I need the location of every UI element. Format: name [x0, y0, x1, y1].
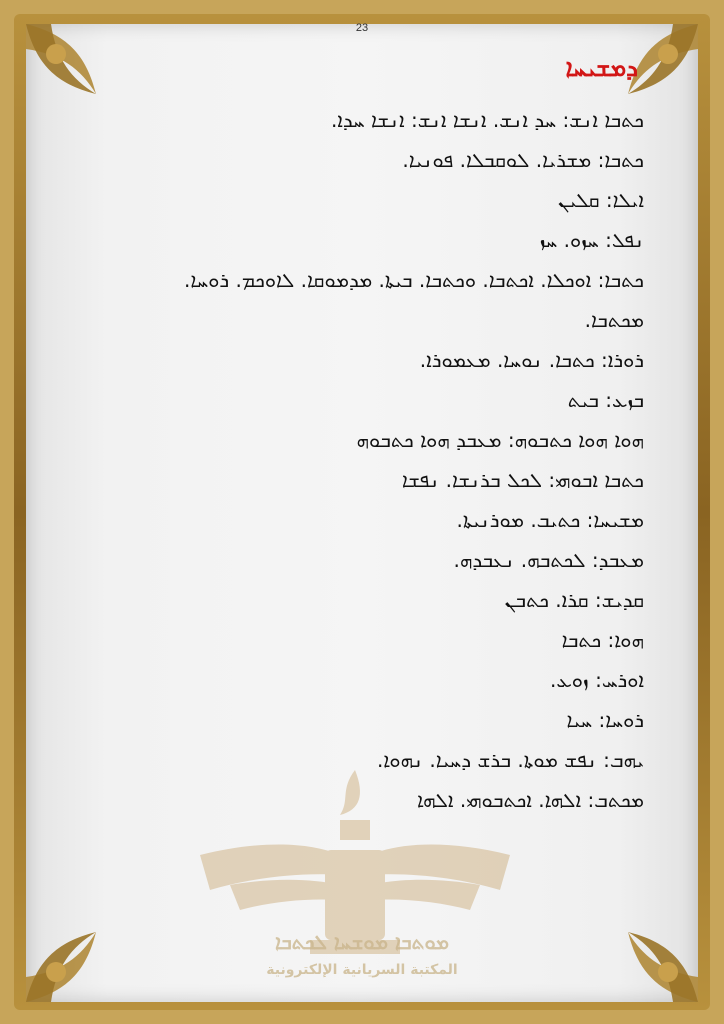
page-number: 23 — [355, 22, 369, 34]
text-line: ܟܬܒܐ ܐܒܘܗܝ: ܠܟܠ ܒܪܢܫܐ. ܢܦܫܐ — [401, 468, 644, 492]
text-line: ܟܬܒܐ: ܐܘܟܠܐ. ܐܟܬܒܐ. ܘܟܬܒܐ. ܒܝܬܐ. ܡܕܡܘܩܐ. ܠܐܘܟܡ. ܪܘܚܐ. — [183, 268, 644, 292]
text-line: ܟܬܒܐ: ܡܫܪܝܐ. ܠܘܩܒܠܐ. ܦܘܢܝܐ. — [402, 148, 644, 172]
text-line: ܡܫܝܚܐ: ܟܬܝܒ. ܡܘܪܢܝܬܐ. — [456, 508, 644, 532]
text-line: ܐܝܠܐ: ܩܠܝܢ — [558, 188, 644, 212]
text-line: ܢܦܠ: ܚܙܘ. ܚܙ — [539, 228, 644, 252]
section-heading: ܕܡܫܝܚܐ — [565, 54, 638, 82]
text-line: ܡܥܒܕ: ܠܟܬܒܗ. ܢܥܒܕܗ. — [453, 548, 644, 572]
text-line: ܒܙܥ: ܒܝܬ — [567, 388, 644, 412]
text-line: ܗܘܐ ܗܘܐ ܟܬܒܘܗ: ܡܥܒܕ ܗܘܐ ܟܬܒܘܗ — [356, 428, 644, 452]
watermark-arabic: المكتبة السريانية الإلكترونية — [266, 962, 458, 978]
text-line: ܡܟܬܒܐ. — [584, 308, 644, 332]
text-line: ܩܕܝܫ: ܩܪܐ. ܟܬܒܢ — [504, 588, 644, 612]
text-line: ܗܘܐ: ܟܬܒܐ — [561, 628, 644, 652]
text-lines — [70, 100, 644, 820]
text-line: ܝܗܒ: ܢܦܫ ܡܘܬܐ. ܒܪܫ ܕܚܝܐ. ܢܗܘܐ. — [376, 748, 644, 772]
text-line: ܐܘܪܚ: ܙܘܥ. — [549, 668, 644, 692]
text-line: ܪܘܚܐ: ܚܝܐ — [566, 708, 644, 732]
text-line: ܡܟܬܒ: ܐܠܗܐ. ܐܟܬܒܘܗܝ. ܐܠܗܐ — [417, 788, 644, 812]
text-line: ܪܘܪܐ: ܟܬܒܐ. ܢܘܚܐ. ܡܥܡܘܪܐ. — [419, 348, 644, 372]
watermark-syriac: ܡܘܬܒܐ ܡܘܫܚܐ ܠܟܬܒܐ — [275, 930, 449, 954]
text-line: ܟܬܒܐ ܐܢܫ: ܚܕ ܐܢܫ. ܐܢܫܐ ܐܢܫ: ܐܢܫܐ ܚܕܐ. — [330, 108, 644, 132]
